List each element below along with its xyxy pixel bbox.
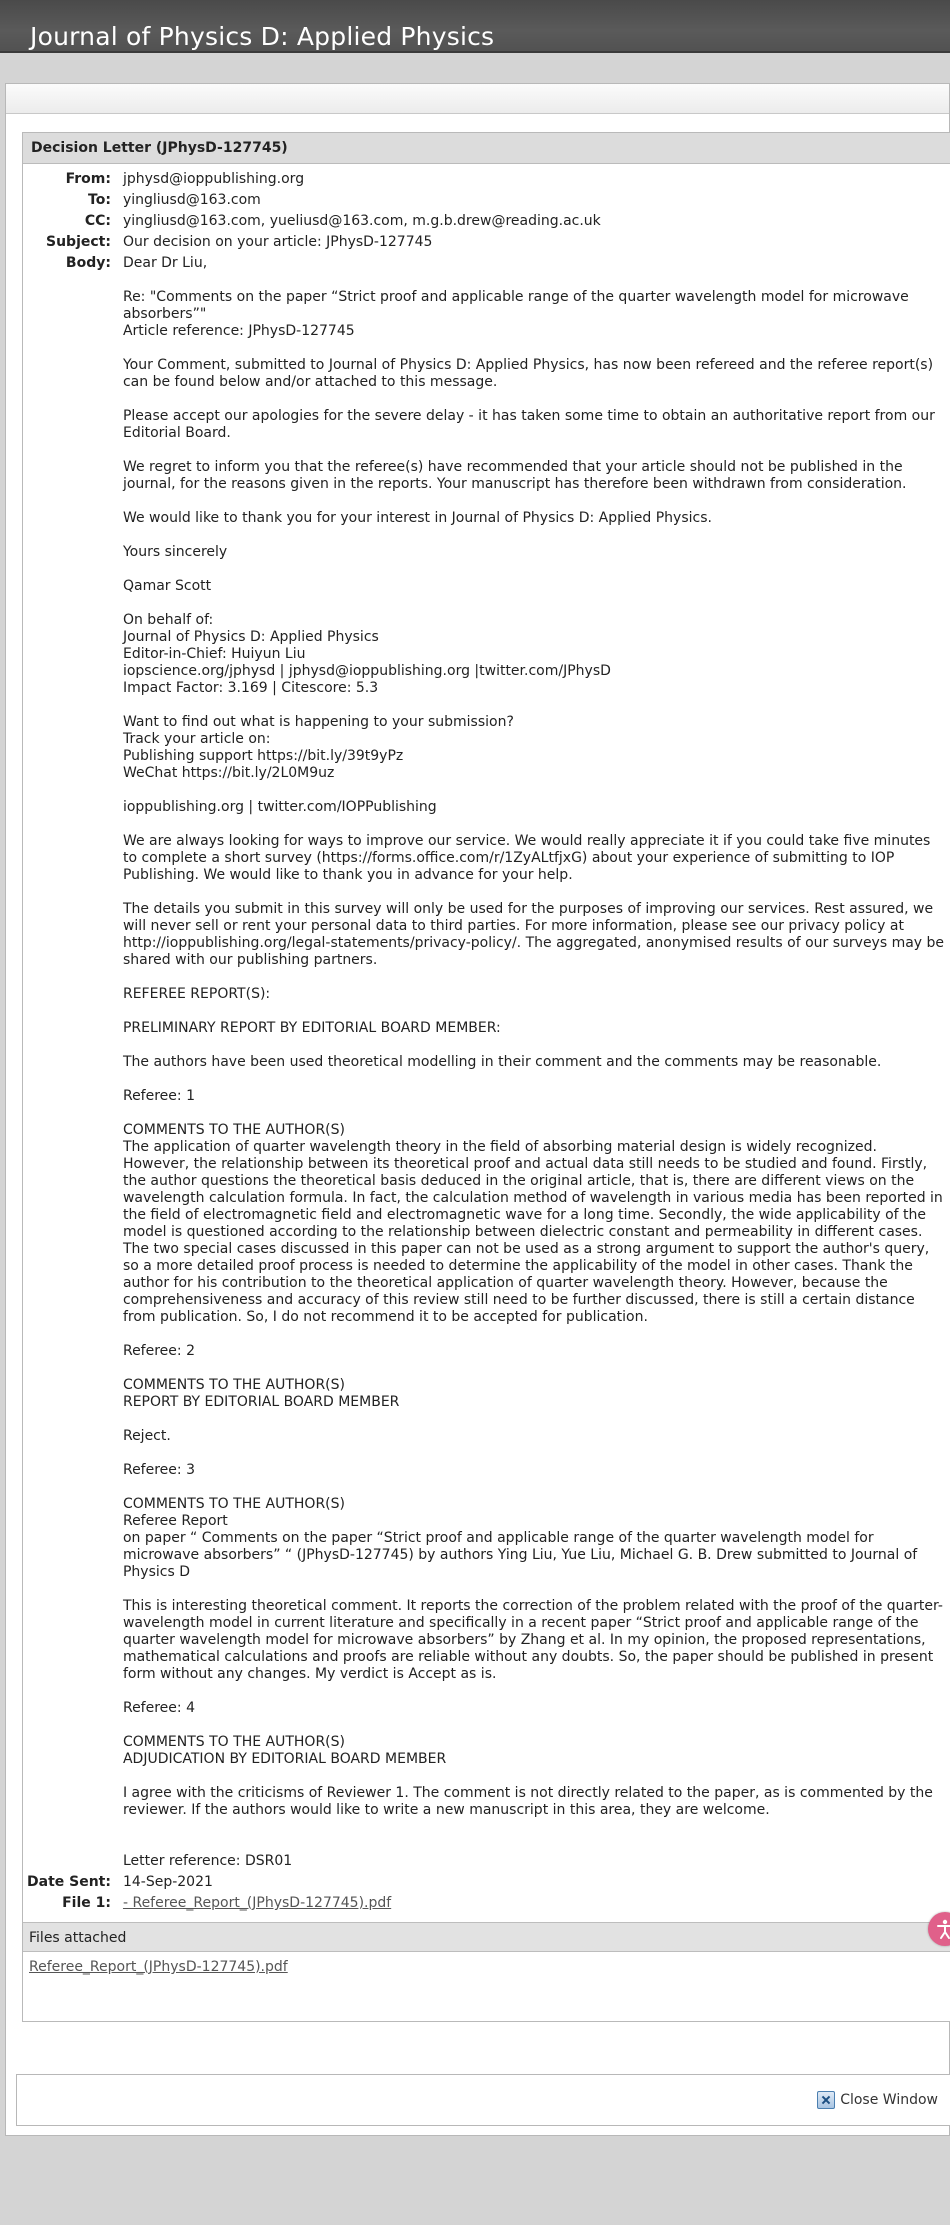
window-footer bbox=[16, 2074, 950, 2126]
body-paragraph: Referee: 3 bbox=[122, 1462, 195, 1478]
cc-row bbox=[23, 211, 949, 232]
attached-file-link[interactable]: Referee_Report_(JPhysD-127745).pdf bbox=[29, 1959, 288, 1975]
body-paragraph: Re: "Comments on the paper “Strict proof and applicable range of the quarter wavelength model for microwave absorbers”" Article reference: JPhysD-127745 bbox=[122, 289, 909, 339]
body-paragraph bbox=[123, 1836, 945, 1853]
body-paragraph: On behalf of: Journal of Physics D: Applied Physics Editor-in-Chief: Huiyun Liu iopscience.org/jphysd | jphysd@ioppublishing.org |twitter.com/JPhysD Impact Factor: 3.169 | Citescore: 5.3 bbox=[122, 612, 611, 696]
to-label: To: bbox=[88, 192, 111, 208]
body-paragraph: REFEREE REPORT(S): bbox=[122, 986, 271, 1002]
app-title-bar bbox=[0, 0, 950, 53]
body-paragraph: Referee: 1 bbox=[122, 1088, 195, 1104]
subject-row bbox=[23, 232, 949, 253]
body-paragraph: I agree with the criticisms of Reviewer 1. The comment is not directly related to the paper, as is commented by the reviewer. If the authors would like to write a new manuscript in this area, they are welcome. bbox=[122, 1785, 933, 1818]
to-row bbox=[23, 190, 949, 211]
body-paragraph: We would like to thank you for your interest in Journal of Physics D: Applied Physics. bbox=[122, 510, 712, 526]
body-paragraph: Qamar Scott bbox=[122, 578, 212, 594]
journal-title: Journal of Physics D: Applied Physics bbox=[30, 22, 495, 51]
file1-label: File 1: bbox=[62, 1895, 111, 1911]
letter-window bbox=[5, 83, 950, 2136]
letter-body bbox=[119, 253, 949, 1872]
date-sent-row bbox=[23, 1872, 949, 1893]
body-paragraph: Letter reference: DSR01 bbox=[122, 1853, 293, 1869]
body-paragraph: Please accept our apologies for the severe delay - it has taken some time to obtain an authoritative report from our Editorial Board. bbox=[122, 408, 935, 441]
body-paragraph: Want to find out what is happening to your submission? Track your article on: Publishing support https://bit.ly/39t9yPz WeChat https://bit.ly/2L0M9uz bbox=[122, 714, 514, 781]
window-toolbar bbox=[6, 84, 949, 114]
body-paragraph: The details you submit in this survey will only be used for the purposes of improving our services. Rest assured, we will never sell or rent your personal data to third parties. For more information, please see our privacy policy at http://ioppublishing.org/legal-statements/privacy-policy/. The aggregated, anonymised results of our surveys may be shared with our publishing partners. bbox=[122, 901, 945, 968]
body-paragraph: PRELIMINARY REPORT BY EDITORIAL BOARD MEMBER: bbox=[122, 1020, 501, 1036]
body-paragraph: This is interesting theoretical comment. It reports the correction of the problem related with the proof of the quarter-wavelength model in current literature and specifically in a recent paper “Strict proof and applicable range of the quarter wavelength model for microwave absorbers” by Zhang et al. In my opinion, the proposed representations, mathematical calculations and proofs are reliable without any doubts. So, the paper should be published in present form without any changes. My verdict is Accept as is. bbox=[122, 1598, 943, 1682]
file1-row bbox=[23, 1893, 949, 1914]
from-value: jphysd@ioppublishing.org bbox=[122, 171, 305, 187]
from-label: From: bbox=[65, 171, 111, 187]
body-paragraph: Yours sincerely bbox=[122, 544, 228, 560]
date-sent-label: Date Sent: bbox=[27, 1874, 111, 1890]
to-value: yingliusd@163.com bbox=[122, 192, 261, 208]
decision-letter-panel bbox=[22, 132, 950, 2022]
letter-heading: Decision Letter (JPhysD-127745) bbox=[23, 133, 950, 164]
accessibility-icon bbox=[934, 1918, 950, 1940]
body-paragraph: COMMENTS TO THE AUTHOR(S) The application of quarter wavelength theory in the field of absorbing material design is widely recognized. However, the relationship between its theoretical proof and actual data still needs to be studied and found. Firstly, the author questions the theoretical basis deduced in the original article, that is, there are different views on the wavelength calculation formula. In fact, the calculation method of wavelength in various media has been reported in the field of electromagnetic field and electromagnetic wave for a long time. Secondly, the wide applicability of the model is questioned according to the relationship between dielectric constant and permeability in different cases. The two special cases discussed in this paper can not be used as a strong argument to support the author's query, so a more detailed proof process is needed to determine the applicability of the model in other cases. Thank the author for his contribution to the theoretical application of quarter wavelength theory. However, because the comprehensiveness and accuracy of this review still need to be further discussed, there is still a certain distance from publication. So, I do not recommend it to be accepted for publication. bbox=[122, 1122, 943, 1325]
cc-value: yingliusd@163.com, yueliusd@163.com, m.g.b.drew@reading.ac.uk bbox=[122, 213, 601, 229]
subject-label: Subject: bbox=[46, 234, 111, 250]
body-paragraph: Referee: 4 bbox=[122, 1700, 195, 1716]
body-paragraph: Referee: 2 bbox=[122, 1343, 195, 1359]
subject-value: Our decision on your article: JPhysD-127745 bbox=[122, 234, 433, 250]
body-paragraph: COMMENTS TO THE AUTHOR(S) REPORT BY EDITORIAL BOARD MEMBER bbox=[122, 1377, 400, 1410]
files-attached-header: Files attached bbox=[23, 1922, 950, 1952]
close-window-label: Close Window bbox=[840, 2092, 938, 2108]
body-paragraph: ioppublishing.org | twitter.com/IOPPublishing bbox=[122, 799, 437, 815]
body-paragraph: The authors have been used theoretical modelling in their comment and the comments may be reasonable. bbox=[122, 1054, 882, 1070]
letter-fields bbox=[23, 169, 949, 1914]
file1-link[interactable]: - Referee_Report_(JPhysD-127745).pdf bbox=[122, 1895, 392, 1911]
from-row bbox=[23, 169, 949, 190]
body-label: Body: bbox=[65, 255, 111, 271]
body-paragraph: Reject. bbox=[122, 1428, 171, 1444]
body-paragraph: Dear Dr Liu, bbox=[122, 255, 208, 271]
body-paragraph: We are always looking for ways to improve our service. We would really appreciate it if you could take five minutes to complete a short survey (https://forms.office.com/r/1ZyALtfjxG) about your experience of submitting to IOP Publishing. We would like to thank you in advance for your help. bbox=[122, 833, 931, 883]
body-paragraph: We regret to inform you that the referee(s) have recommended that your article should not be published in the journal, for the reasons given in the reports. Your manuscript has therefore been withdrawn from consideration. bbox=[122, 459, 907, 492]
body-paragraph: COMMENTS TO THE AUTHOR(S) Referee Report on paper “ Comments on the paper “Strict proof and applicable range of the quarter wavelength model for microwave absorbers” “ (JPhysD-127745) by authors Ying Liu, Yue Liu, Michael G. B. Drew submitted to Journal of Physics D bbox=[122, 1496, 918, 1580]
date-sent-value: 14-Sep-2021 bbox=[122, 1874, 213, 1890]
body-paragraph: COMMENTS TO THE AUTHOR(S) ADJUDICATION BY EDITORIAL BOARD MEMBER bbox=[122, 1734, 447, 1767]
body-row bbox=[23, 253, 949, 1872]
close-window-button[interactable] bbox=[817, 2089, 938, 2111]
body-paragraph: Your Comment, submitted to Journal of Physics D: Applied Physics, has now been refereed and the referee report(s) can be found below and/or attached to this message. bbox=[122, 357, 934, 390]
close-icon bbox=[817, 2091, 835, 2109]
cc-label: CC: bbox=[84, 213, 111, 229]
